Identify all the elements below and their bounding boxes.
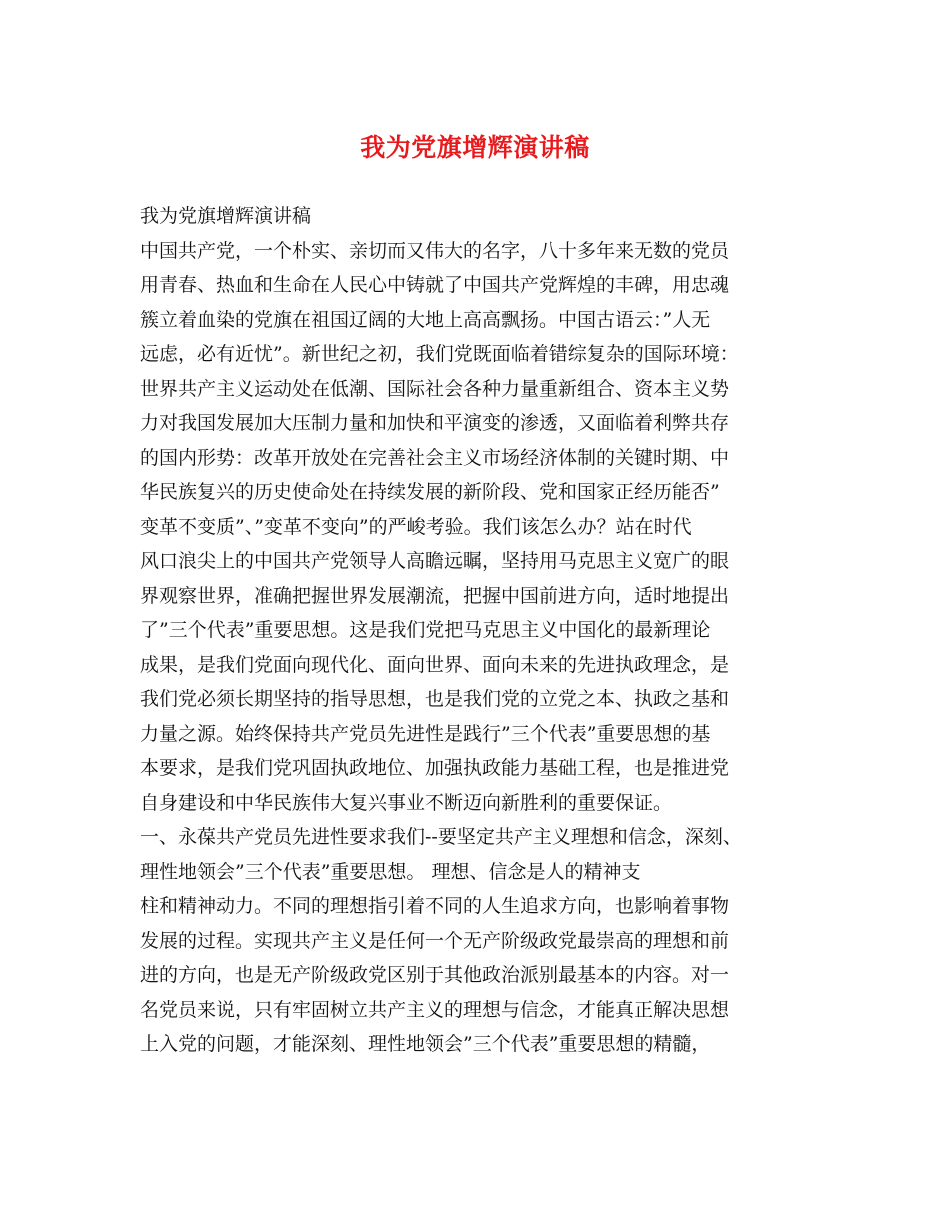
body-line: 理性地领会”三个代表”重要思想。 理想、信念是人的精神支 [140,860,641,883]
body-line: 力量之源。始终保持共产党员先进性是践行”三个代表”重要思想的基 [140,722,711,745]
body-line: 名党员来说，只有牢固树立共产主义的理想与信念，才能真正解决思想 [140,998,730,1021]
body-line: 中国共产党，一个朴实、亲切而又伟大的名字，八十多年来无数的党员 [140,239,730,262]
body-line: 簇立着血染的党旗在祖国辽阔的大地上高高飘扬。中国古语云：”人无 [140,308,711,331]
body-line: 柱和精神动力。不同的理想指引着不同的人生追求方向，也影响着事物 [140,895,730,917]
body-line: 华民族复兴的历史使命处在持续发展的新阶段、党和国家正经历能否” [140,481,720,503]
body-line: 本要求，是我们党巩固执政地位、加强执政能力基础工程，也是推进党 [140,757,730,779]
document-body [140,199,830,1062]
body-line: 世界共产主义运动处在低潮、国际社会各种力量重新组合、资本主义势 [140,377,730,400]
body-line: 上入党的问题，才能深刻、理性地领会”三个代表”重要思想的精髓， [140,1033,711,1055]
body-line: 一、永葆共产党员先进性要求我们--要坚定共产主义理想和信念，深刻、 [140,826,742,848]
body-line: 进的方向，也是无产阶级政党区别于其他政治派别最基本的内容。对一 [140,964,730,986]
body-line: 界观察世界，准确把握世界发展潮流，把握中国前进方向，适时地提出 [140,584,730,607]
body-line: 风口浪尖上的中国共产党领导人高瞻远瞩，坚持用马克思主义宽广的眼 [140,550,730,572]
body-line: 变革不变质”、”变革不变向”的严峻考验。我们该怎么办？站在时代 [140,515,692,538]
body-line: 自身建设和中华民族伟大复兴事业不断迈向新胜利的重要保证。 [140,791,673,814]
body-line: 力对我国发展加大压制力量和加快和平演变的渗透，又面临着利弊共存 [140,412,730,434]
body-line: 了”三个代表”重要思想。这是我们党把马克思主义中国化的最新理论 [140,619,711,641]
body-line: 我们党必须长期坚持的指导思想，也是我们党的立党之本、执政之基和 [140,688,730,710]
body-line: 远虑，必有近忧”。新世纪之初，我们党既面临着错综复杂的国际环境： [140,343,739,365]
body-line: 成果，是我们党面向现代化、面向世界、面向未来的先进执政理念，是 [140,653,730,676]
body-line: 的国内形势：改革开放处在完善社会主义市场经济体制的关键时期、中 [140,446,730,469]
document-title: 我为党旗增辉演讲稿 [360,133,590,162]
body-line: 发展的过程。实现共产主义是任何一个无产阶级政党最崇高的理想和前 [140,929,730,952]
body-line: 我为党旗增辉演讲稿 [140,205,312,227]
body-line: 用青春、热血和生命在人民心中铸就了中国共产党辉煌的丰碑，用忠魂 [140,274,730,296]
